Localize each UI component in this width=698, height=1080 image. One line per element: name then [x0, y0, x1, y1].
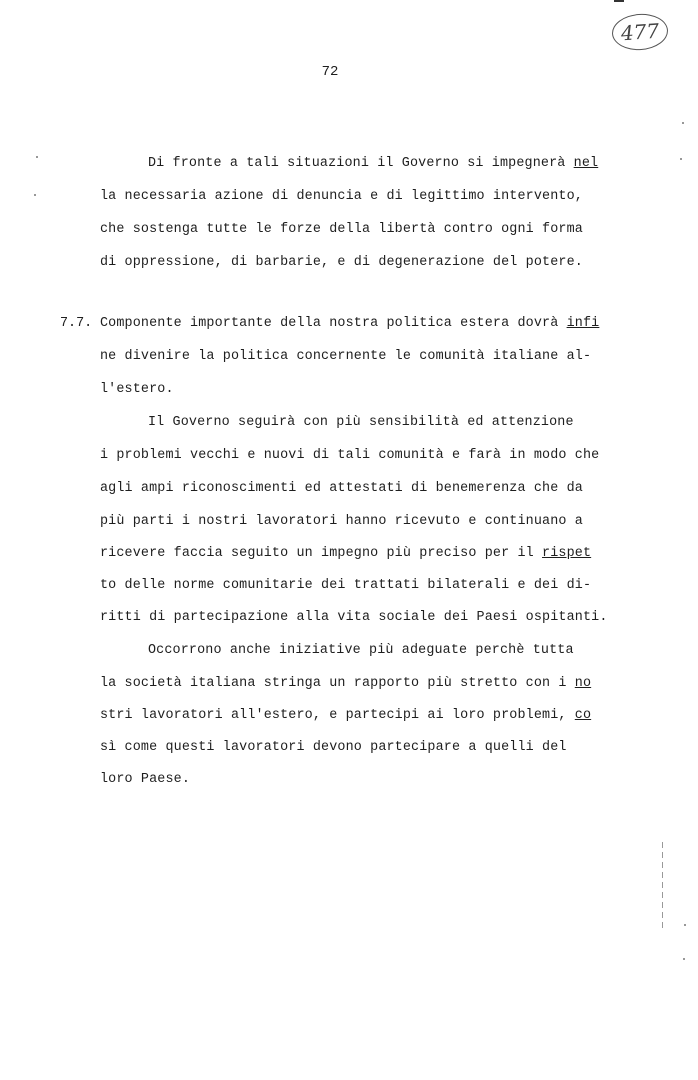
- paragraph1-line-4: di oppressione, di barbarie, e di degenerazione del potere.: [100, 255, 583, 270]
- section-line-8: ricevere faccia seguito un impegno più preciso per il rispet: [100, 546, 592, 561]
- section-line-10: ritti di partecipazione alla vita sociale dei Paesi ospitanti.: [100, 610, 608, 625]
- scan-speck: [680, 158, 682, 160]
- section-line-7: più parti i nostri lavoratori hanno ricevuto e continuano a: [100, 514, 583, 529]
- margin-artifact: [662, 842, 663, 932]
- section-number: 7.7.: [60, 316, 93, 331]
- section-line-15: loro Paese.: [100, 772, 191, 787]
- section-line-3: l'estero.: [100, 382, 174, 397]
- section-line-13: stri lavoratori all'estero, e partecipi ai loro problemi, co: [100, 708, 592, 723]
- scan-speck: [34, 194, 36, 196]
- page-number: 72: [321, 64, 339, 80]
- section-line-5: i problemi vecchi e nuovi di tali comunità e farà in modo che: [100, 448, 600, 463]
- section-line-6: agli ampi riconoscimenti ed attestati di benemerenza che da: [100, 481, 583, 496]
- section-line-1: Componente importante della nostra politica estera dovrà infi: [100, 316, 600, 331]
- corner-mark: [614, 0, 624, 2]
- section-line-12: la società italiana stringa un rapporto più stretto con i no: [100, 676, 592, 691]
- paragraph1-line-1: Di fronte a tali situazioni il Governo si impegnerà nel: [148, 156, 599, 171]
- paragraph1-line-2: la necessaria azione di denuncia e di legittimo intervento,: [100, 189, 583, 204]
- section-line-9: to delle norme comunitarie dei trattati bilaterali e dei di-: [100, 578, 592, 593]
- archive-stamp: 477: [611, 12, 669, 52]
- scan-speck: [682, 122, 684, 124]
- scan-speck: [36, 156, 38, 158]
- section-line-4: Il Governo seguirà con più sensibilità ed attenzione: [148, 415, 574, 430]
- section-line-14: sì come questi lavoratori devono partecipare a quelli del: [100, 740, 567, 755]
- section-line-11: Occorrono anche iniziative più adeguate perchè tutta: [148, 643, 574, 658]
- scan-speck: [683, 958, 685, 960]
- paragraph1-line-3: che sostenga tutte le forze della libertà contro ogni forma: [100, 222, 583, 237]
- section-line-2: ne divenire la politica concernente le comunità italiane al-: [100, 349, 592, 364]
- scan-speck: [684, 924, 686, 926]
